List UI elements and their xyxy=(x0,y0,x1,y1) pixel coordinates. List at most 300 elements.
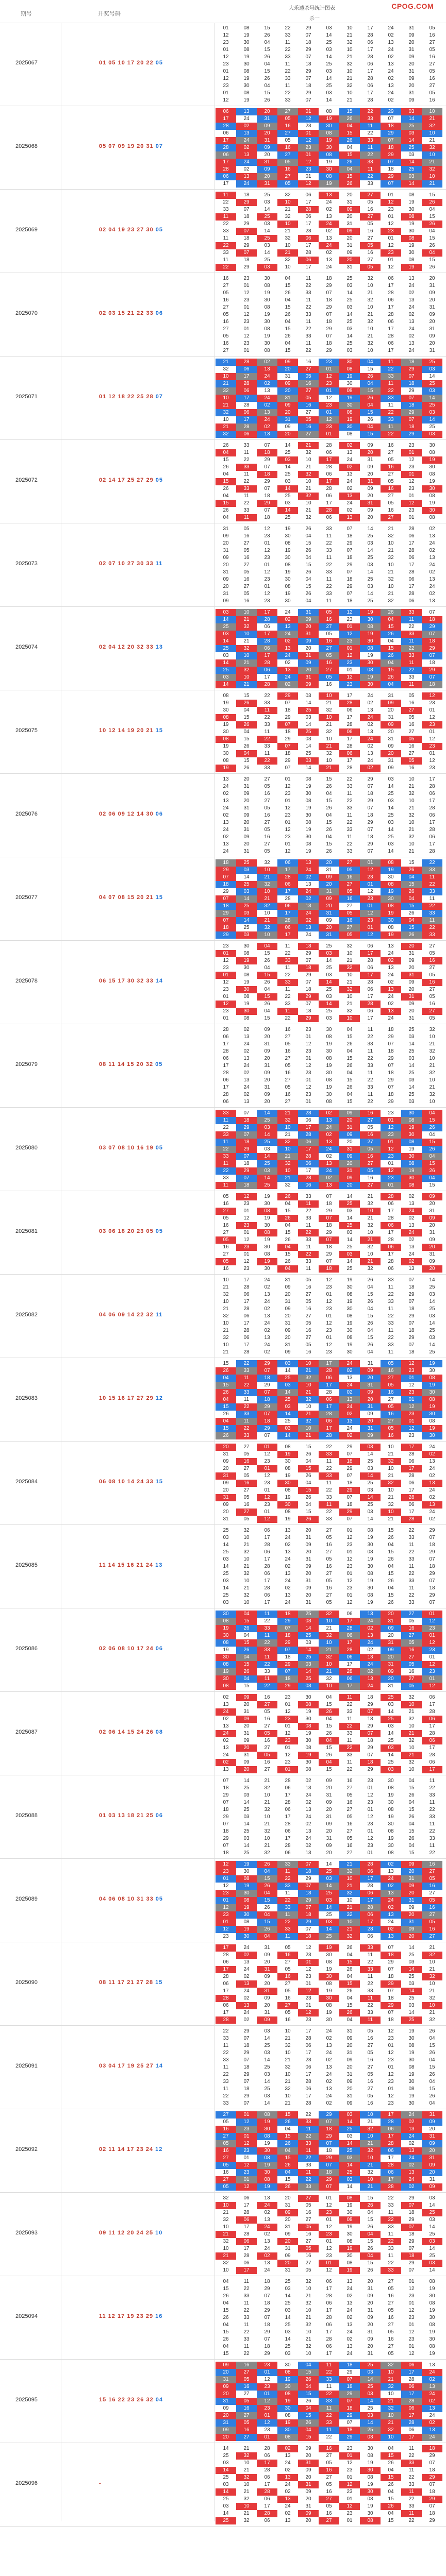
kill-number-cell: 12 xyxy=(285,1709,291,1715)
kill-number-cell: 13 xyxy=(339,1396,360,1403)
kill-number-cell: 29 xyxy=(367,776,373,782)
kill-number-cell: 07 xyxy=(408,2246,415,2251)
kill-number-cell: 02 xyxy=(339,464,360,471)
kill-number-cell: 20 xyxy=(277,431,298,438)
kill-number-cell: 30 xyxy=(429,443,435,448)
kill-number-cell: 32 xyxy=(381,2427,401,2434)
kill-number-cell: 30 xyxy=(429,1368,435,1374)
kill-number-cell: 01 xyxy=(326,1292,332,1297)
kill-number-cell: 10 xyxy=(360,1208,381,1215)
back-number: 15 xyxy=(155,1979,163,1986)
kill-number-cell: 26 xyxy=(236,700,257,707)
kill-number-cell: 24 xyxy=(223,827,229,833)
kill-number-cell: 21 xyxy=(429,1084,435,1090)
kill-number-cell: 30 xyxy=(277,2427,298,2434)
kill-number-cell: 01 xyxy=(285,841,291,847)
kill-number-cell: 07 xyxy=(346,569,353,575)
kill-number-cell: 12 xyxy=(216,1861,236,1868)
kill-number-cell: 11 xyxy=(346,1738,353,1743)
kill-number-cell: 16 xyxy=(285,1070,291,1076)
kill-number-cell: 25 xyxy=(408,1027,415,1032)
kill-number-cell: 05 xyxy=(216,1236,236,1244)
kill-number-cell: 06 xyxy=(305,214,311,219)
kill-number-cell: 08 xyxy=(285,540,291,546)
kill-number-cell: 29 xyxy=(216,910,236,917)
kill-number-cell: 05 xyxy=(429,25,435,31)
kill-number-cell: 17 xyxy=(305,2072,311,2077)
kill-number-cell: 23 xyxy=(319,2231,339,2238)
kill-number-cell: 13 xyxy=(223,820,229,825)
kill-number-cell: 10 xyxy=(257,931,277,939)
kill-number-cell: 06 xyxy=(298,1160,319,1167)
kill-number-cell: 08 xyxy=(346,1313,353,1319)
kill-number-cell: 27 xyxy=(360,1117,381,1124)
kill-number-cell: 04 xyxy=(326,791,332,796)
kill-number-cell: 13 xyxy=(360,1675,381,1683)
kill-number-cell: 06 xyxy=(339,750,360,757)
kill-number-cell: 27 xyxy=(243,540,250,546)
kill-number-cell: 02 xyxy=(429,1516,435,1522)
kill-number-cell: 01 xyxy=(422,1632,442,1639)
kill-number-cell: 24 xyxy=(264,1320,270,1326)
kill-number-cell: 29 xyxy=(236,199,257,206)
kill-number-cell: 12 xyxy=(243,333,250,339)
kill-number-cell: 10 xyxy=(223,2267,229,2273)
kill-number-cell: 26 xyxy=(236,721,257,728)
kill-number-cell: 02 xyxy=(277,616,298,623)
kill-number-cell: 02 xyxy=(401,2119,422,2126)
kill-number-cell: 05 xyxy=(381,1425,401,1432)
draw-numbers xyxy=(99,2397,163,2403)
kill-number-cell: 30 xyxy=(360,616,381,623)
kill-number-cell: 33 xyxy=(223,207,229,212)
kill-number-cell: 04 xyxy=(408,1800,415,1805)
kill-number-cell: 29 xyxy=(381,130,401,137)
kill-number-cell: 15 xyxy=(429,257,435,263)
kill-number-cell: 24 xyxy=(326,2072,332,2077)
kill-number-cell: 20 xyxy=(346,2086,353,2092)
kill-number-cell: 32 xyxy=(223,2260,229,2266)
kill-number-cell: 33 xyxy=(243,2315,250,2320)
kill-number-cell: 15 xyxy=(360,387,381,395)
kill-number-cell: 18 xyxy=(367,791,373,796)
kill-number-cell: 02 xyxy=(326,250,332,256)
kill-number-cell: 30 xyxy=(285,1459,291,1464)
kill-number-cell: 02 xyxy=(388,54,394,60)
kill-number-cell: 24 xyxy=(319,1124,339,1131)
kill-number-cell: 19 xyxy=(216,1668,236,1675)
kill-number-cell: 21 xyxy=(388,569,394,575)
kill-number-cell: 06 xyxy=(305,2086,311,2092)
kill-number-cell: 33 xyxy=(264,743,270,749)
kill-number-cell: 09 xyxy=(264,1974,270,1979)
kill-number-cell: 32 xyxy=(429,1995,435,2001)
kill-number-cell: 09 xyxy=(367,443,373,448)
kill-number-cell: 15 xyxy=(298,1487,319,1494)
kill-number-cell: 26 xyxy=(264,97,270,103)
kill-number-cell: 08 xyxy=(367,1528,373,1533)
kill-number-cell: 06 xyxy=(408,1480,415,1486)
kill-number-cell: 32 xyxy=(243,1528,250,1533)
kill-number-cell: 13 xyxy=(285,1549,291,1555)
kill-number-cell: 17 xyxy=(367,47,373,53)
kill-number-cell: 28 xyxy=(360,1861,381,1868)
kill-number-cell: 29 xyxy=(298,1015,319,1022)
kill-number-cell: 20 xyxy=(408,83,415,89)
kill-number-cell: 07 xyxy=(326,290,332,296)
kill-number-cell: 13 xyxy=(367,751,373,756)
front-numbers: 05 07 09 19 20 31 xyxy=(99,143,154,149)
kill-number-cell: 08 xyxy=(264,326,270,332)
kill-number-cell: 29 xyxy=(408,2260,415,2266)
kill-number-cell: 29 xyxy=(223,1836,229,1841)
kill-number-cell: 21 xyxy=(367,290,373,296)
kill-number-cell: 17 xyxy=(367,69,373,74)
kill-number-cell: 10 xyxy=(305,2329,311,2335)
kill-number-cell: 17 xyxy=(367,1015,373,1021)
kill-number-cell: 14 xyxy=(216,681,236,688)
kill-number-cell: 19 xyxy=(388,1792,394,1798)
kill-number-cell: 19 xyxy=(236,957,257,964)
kill-number-cell: 33 xyxy=(422,888,442,895)
kill-number-cell: 17 xyxy=(408,584,415,589)
kill-number-cell: 27 xyxy=(360,213,381,221)
draw-numbers xyxy=(99,1562,162,1568)
kill-number-cell: 23 xyxy=(326,1328,332,1333)
kill-number-cell: 31 xyxy=(257,1966,277,1973)
kill-number-cell: 14 xyxy=(429,374,435,379)
kill-number-cell: 25 xyxy=(216,645,236,652)
kill-number-cell: 19 xyxy=(367,2460,373,2466)
kill-number-cell: 02 xyxy=(285,2489,291,2495)
kill-number-cell: 26 xyxy=(277,1215,298,1222)
kill-number-cell: 01 xyxy=(429,729,435,735)
kill-number-grid xyxy=(216,1110,442,1189)
kill-number-cell: 03 xyxy=(298,1618,319,1625)
kill-number-cell: 05 xyxy=(223,1194,229,1199)
kill-number-cell: 09 xyxy=(223,577,229,582)
kill-number-cell: 15 xyxy=(243,693,250,699)
kill-number-cell: 10 xyxy=(360,2155,381,2162)
kill-number-cell: 33 xyxy=(243,507,250,513)
kill-number-cell: 16 xyxy=(319,2445,339,2452)
kill-number-cell: 18 xyxy=(408,1328,415,1333)
issue-number: 2025090 xyxy=(15,1979,38,1986)
kill-number-cell: 19 xyxy=(388,1836,394,1841)
kill-number-cell: 31 xyxy=(305,2503,311,2509)
kill-number-cell: 21 xyxy=(223,1328,229,1333)
front-numbers: 02 14 17 25 27 29 xyxy=(99,477,154,483)
kill-number-cell: 11 xyxy=(429,1800,435,1805)
kill-number-cell: 18 xyxy=(408,2210,415,2215)
kill-number-cell: 33 xyxy=(216,1153,236,1160)
kill-number-cell: 22 xyxy=(257,1661,277,1668)
kill-number-cell: 23 xyxy=(367,1778,373,1784)
kill-number-cell: 30 xyxy=(305,1759,311,1765)
kill-number-cell: 14 xyxy=(326,76,332,81)
kill-number-cell: 29 xyxy=(319,2176,339,2183)
kill-number-cell: 18 xyxy=(388,1048,394,1054)
kill-number-cell: 19 xyxy=(285,569,291,575)
kill-number-cell: 16 xyxy=(381,1411,401,1418)
kill-number-cell: 23 xyxy=(298,144,319,151)
kill-number-cell: 01 xyxy=(346,667,353,673)
kill-number-cell: 15 xyxy=(285,1251,291,1257)
kill-number-cell: 23 xyxy=(408,2293,415,2299)
kill-number-cell: 33 xyxy=(326,591,332,597)
kill-number-cell: 20 xyxy=(346,1139,353,1145)
kill-number-cell: 33 xyxy=(326,569,332,575)
kill-number-cell: 23 xyxy=(408,507,415,513)
kill-number-cell: 04 xyxy=(264,40,270,45)
kill-number-cell: 07 xyxy=(422,674,442,681)
kill-number-cell: 20 xyxy=(319,881,339,888)
kill-number-cell: 06 xyxy=(408,2427,415,2433)
kill-number-cell: 20 xyxy=(305,2518,311,2523)
kill-number-cell: 07 xyxy=(319,2183,339,2191)
kill-number-cell: 30 xyxy=(264,1223,270,1228)
kill-number-cell: 29 xyxy=(243,2093,250,2099)
kill-number-cell: 06 xyxy=(388,1201,394,1207)
kill-number-cell: 01 xyxy=(339,623,360,631)
kill-number-cell: 08 xyxy=(346,1292,353,1297)
kill-number-cell: 19 xyxy=(381,910,401,917)
kill-number-cell: 31 xyxy=(298,631,319,638)
kill-number-cell: 21 xyxy=(339,1926,360,1933)
kill-number-cell: 10 xyxy=(305,2286,311,2292)
kill-number-cell: 20 xyxy=(367,493,373,499)
kill-number-cell: 15 xyxy=(339,173,360,180)
kill-number-cell: 04 xyxy=(346,1995,353,2001)
kill-number-cell: 15 xyxy=(305,1444,311,1450)
kill-number-cell: 30 xyxy=(346,1349,353,1355)
kill-number-cell: 08 xyxy=(243,69,250,74)
kill-number-cell: 18 xyxy=(346,533,353,539)
kill-number-cell: 15 xyxy=(381,623,401,631)
kill-number-cell: 13 xyxy=(319,1139,339,1146)
kill-number-cell: 04 xyxy=(305,1459,311,1464)
kill-number-cell: 33 xyxy=(305,1259,311,1264)
kill-number-cell: 11 xyxy=(388,1306,394,1312)
kill-number-cell: 05 xyxy=(422,1897,442,1904)
kill-number-cell: 29 xyxy=(381,2002,401,2009)
kill-number-cell: 23 xyxy=(381,228,401,235)
kill-number-cell: 10 xyxy=(346,1897,353,1903)
kill-number-grid xyxy=(216,2362,442,2441)
kill-number-cell: 28 xyxy=(346,743,353,749)
kill-number-cell: 01 xyxy=(257,2369,277,2376)
kill-number-cell: 11 xyxy=(298,2169,319,2176)
kill-number-cell: 09 xyxy=(305,2489,311,2495)
kill-number-cell: 03 xyxy=(360,2369,381,2376)
kill-number-cell: 08 xyxy=(305,776,311,782)
kill-number-cell: 06 xyxy=(264,1549,270,1555)
kill-number-cell: 28 xyxy=(326,2293,332,2299)
kill-number-cell: 20 xyxy=(401,1933,422,1940)
kill-number-grid xyxy=(216,609,442,688)
kill-number-cell: 26 xyxy=(326,784,332,789)
kill-number-cell: 10 xyxy=(339,1919,360,1926)
kill-number-cell: 16 xyxy=(298,402,319,409)
kill-number-cell: 30 xyxy=(346,381,353,386)
kill-number-cell: 11 xyxy=(277,1933,298,1940)
kill-number-cell: 20 xyxy=(223,1487,229,1493)
kill-number-cell: 22 xyxy=(367,1056,373,1061)
kill-number-cell: 02 xyxy=(223,1694,229,1700)
kill-number-cell: 06 xyxy=(360,1890,381,1897)
kill-number-cell: 09 xyxy=(346,250,353,256)
kill-number-cell: 28 xyxy=(319,1432,339,1439)
kill-number-cell: 12 xyxy=(257,1494,277,1501)
kill-number-cell: 15 xyxy=(339,1959,360,1966)
kill-number-cell: 15 xyxy=(408,1828,415,1834)
kill-number-cell: 14 xyxy=(401,1966,422,1973)
table-row xyxy=(0,190,446,273)
kill-number-cell: 02 xyxy=(264,1349,270,1355)
kill-number-cell: 06 xyxy=(277,924,298,931)
kill-number-cell: 12 xyxy=(346,1535,353,1540)
kill-number-cell: 21 xyxy=(381,2376,401,2383)
kill-number-cell: 01 xyxy=(264,562,270,568)
kill-number-cell: 17 xyxy=(319,1382,339,1389)
kill-number-cell: 19 xyxy=(277,2419,298,2427)
kill-number-cell: 29 xyxy=(277,1639,298,1647)
kill-number-cell: 23 xyxy=(264,598,270,604)
kill-number-cell: 16 xyxy=(223,319,229,325)
kill-number-cell: 11 xyxy=(360,2016,381,2024)
kill-number-cell: 04 xyxy=(388,1564,394,1569)
kill-number-cell: 17 xyxy=(319,478,339,485)
kill-number-cell: 03 xyxy=(285,2329,291,2335)
kill-number-cell: 18 xyxy=(381,1952,401,1959)
kill-number-cell: 31 xyxy=(223,548,229,553)
kill-number-cell: 33 xyxy=(223,250,229,256)
kill-number-cell: 24 xyxy=(339,1403,360,1411)
kill-number-cell: 14 xyxy=(223,1585,229,1591)
kill-number-cell: 31 xyxy=(243,827,250,833)
site-logo[interactable]: CPOG.COM xyxy=(391,2,434,10)
kill-number-cell: 32 xyxy=(257,924,277,931)
kill-number-cell: 15 xyxy=(285,2177,291,2182)
kill-number-grid xyxy=(216,2028,442,2107)
kill-number-cell: 18 xyxy=(277,1611,298,1618)
kill-number-cell: 31 xyxy=(367,457,373,463)
kill-number-cell: 13 xyxy=(381,1933,401,1940)
kill-number-cell: 05 xyxy=(243,526,250,532)
kill-number-cell: 25 xyxy=(223,1592,229,1598)
kill-number-cell: 08 xyxy=(305,798,311,804)
kill-number-cell: 23 xyxy=(422,1668,442,1675)
kill-number-cell: 19 xyxy=(243,32,250,38)
kill-number-cell: 15 xyxy=(367,1335,373,1341)
kill-number-cell: 21 xyxy=(360,2183,381,2191)
kill-number-cell: 04 xyxy=(305,555,311,561)
kill-number-cell: 08 xyxy=(346,2260,353,2266)
kill-number-cell: 11 xyxy=(216,192,236,199)
kill-number-cell: 07 xyxy=(243,2100,250,2106)
table-row xyxy=(0,857,446,941)
kill-number-cell: 33 xyxy=(367,1041,373,1047)
kill-number-grid xyxy=(216,192,442,271)
kill-number-cell: 18 xyxy=(422,616,442,623)
kill-number-cell: 24 xyxy=(388,1919,394,1925)
kill-number-cell: 03 xyxy=(264,1146,270,1152)
kill-number-cell: 25 xyxy=(367,1459,373,1464)
kill-number-cell: 13 xyxy=(298,924,319,931)
kill-number-cell: 27 xyxy=(243,584,250,589)
kill-number-cell: 20 xyxy=(216,2412,236,2419)
kill-number-cell: 17 xyxy=(264,1600,270,1605)
kill-number-cell: 04 xyxy=(223,471,229,477)
kill-number-cell: 24 xyxy=(264,1299,270,1304)
kill-number-cell: 08 xyxy=(429,471,435,477)
kill-number-cell: 17 xyxy=(381,2176,401,2183)
kill-number-cell: 04 xyxy=(408,1778,415,1784)
kill-number-cell: 08 xyxy=(408,192,415,198)
kill-number-cell: 23 xyxy=(401,1389,422,1396)
kill-number-cell: 32 xyxy=(408,791,415,796)
kill-number-cell: 06 xyxy=(277,859,298,867)
kill-number-cell: 11 xyxy=(401,681,422,688)
kill-number-cell: 15 xyxy=(346,2003,353,2008)
kill-number-cell: 30 xyxy=(381,917,401,924)
kill-number-cell: 11 xyxy=(223,235,229,241)
kill-number-cell: 05 xyxy=(401,1639,422,1647)
kill-number-cell: 25 xyxy=(360,2427,381,2434)
kill-number-cell: 31 xyxy=(429,304,435,310)
kill-number-cell: 09 xyxy=(381,1625,401,1632)
kill-number-cell: 26 xyxy=(243,743,250,749)
kill-number-cell: 22 xyxy=(422,924,442,931)
kill-number-cell: 20 xyxy=(339,1182,360,1189)
kill-number-cell: 07 xyxy=(346,591,353,597)
kill-number-cell: 15 xyxy=(326,841,332,847)
kill-number-cell: 13 xyxy=(223,1702,229,1707)
kill-number-cell: 31 xyxy=(257,159,277,166)
kill-number-cell: 17 xyxy=(223,1084,229,1090)
kill-number-cell: 32 xyxy=(367,1244,373,1250)
kill-number-cell: 24 xyxy=(257,2202,277,2209)
kill-number-cell: 01 xyxy=(401,1396,422,1403)
kill-number-cell: 01 xyxy=(429,1654,435,1660)
kill-number-cell: 27 xyxy=(305,410,311,415)
front-numbers: 03 04 17 19 25 27 xyxy=(99,2063,154,2069)
kill-number-cell: 23 xyxy=(223,61,229,67)
kill-number-cell: 21 xyxy=(216,359,236,366)
kill-number-cell: 25 xyxy=(285,515,291,520)
kill-number-cell: 09 xyxy=(401,1883,422,1890)
kill-number-cell: 29 xyxy=(305,69,311,74)
kill-number-cell: 24 xyxy=(388,47,394,53)
kill-number-cell: 20 xyxy=(346,214,353,219)
kill-number-cell: 19 xyxy=(305,1731,311,1736)
kill-number-cell: 33 xyxy=(264,722,270,727)
kill-number-cell: 29 xyxy=(367,1767,373,1772)
kill-number-cell: 33 xyxy=(285,97,291,103)
kill-number-cell: 12 xyxy=(381,1146,401,1153)
kill-number-cell: 02 xyxy=(243,1092,250,1097)
back-number: 14 xyxy=(155,978,163,984)
kill-number-cell: 17 xyxy=(346,758,353,764)
kill-number-cell: 15 xyxy=(429,2064,435,2070)
kill-number-cell: 12 xyxy=(388,243,394,248)
kill-number-cell: 08 xyxy=(319,173,339,180)
kill-number-cell: 19 xyxy=(243,54,250,60)
kill-number-cell: 02 xyxy=(388,76,394,81)
kill-number-cell: 27 xyxy=(367,235,373,241)
kill-number-cell: 13 xyxy=(305,1807,311,1812)
kill-number-cell: 22 xyxy=(243,2351,250,2357)
